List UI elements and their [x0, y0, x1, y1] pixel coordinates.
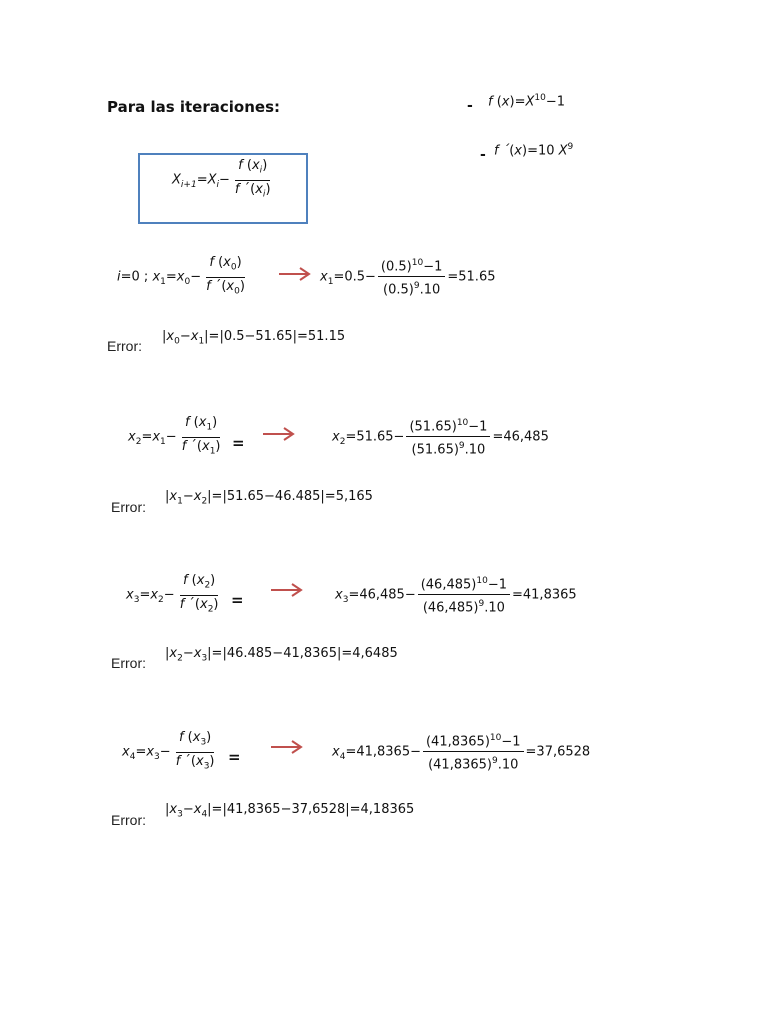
error-label-3: Error: — [111, 655, 146, 671]
iteration-1-formula: i=0 ; $x_1=x_0-$ $\frac{f (x_0)}{f ´(x_0)}$ — [117, 255, 245, 297]
iteration-4-formula: $x_4=x_3-$ $\frac{f (x_3)}{f ´(x_3)}$ — [122, 730, 215, 772]
iteration-2-evaluation: $x_2=51.65-$ $\frac{(51.65)^{10}-1}{(51.65)^9.10}$ =46,485 — [332, 415, 549, 459]
equals-sign-4: = — [228, 748, 241, 766]
error-value-1: 51.15 — [307, 329, 346, 344]
page-heading: Para las iteraciones: — [107, 98, 280, 116]
iteration-3-formula: $x_3=x_2-$ $\frac{f (x_2)}{f ´(x_2)}$ — [126, 573, 219, 615]
error-value-4: 4,18365 — [360, 802, 415, 817]
arrow-right-icon — [278, 267, 312, 281]
iteration-3-result: 41,8365 — [522, 587, 577, 603]
derivative-definition: f ´(x)=10 $X^9$ — [494, 142, 574, 159]
iteration-2-formula: $x_2=x_1-$ $\frac{f (x_1)}{f ´(x_1)}$ — [128, 415, 221, 457]
arrow-right-icon — [270, 583, 304, 597]
iteration-3-evaluation: $x_3=46,485-$ $\frac{(46,485)^{10}-1}{(46,485)^9.10}$ =41,8365 — [335, 573, 577, 617]
error-expression-3: $|x_2-x_3|=|46.485-41,8365|=4,6485$ — [165, 646, 398, 664]
error-label-2: Error: — [111, 499, 146, 515]
definition-bullet-fprime: - — [480, 147, 486, 163]
iteration-4-result: 37,6528 — [536, 744, 591, 760]
error-expression-2: $|x_1-x_2|=|51.65-46.485|=5,165$ — [165, 489, 373, 507]
error-label-4: Error: — [111, 812, 146, 828]
error-expression-4: $|x_3-x_4|=|41,8365-37,6528|=4,18365$ — [165, 802, 415, 820]
iteration-2-result: 46,485 — [503, 429, 549, 445]
error-label-1: Error: — [107, 338, 142, 354]
iteration-4-evaluation: $x_4=41,8365-$ $\frac{(41,8365)^{10}-1}{(41,8365)^9.10}$ =37,6528 — [332, 730, 590, 774]
equals-sign-3: = — [231, 591, 244, 609]
arrow-right-icon — [262, 427, 296, 441]
newton-formula: $X_{i+1}=X_i-$ $\frac{f (x_i)}{f ´(x_i)}$ — [172, 158, 271, 200]
arrow-right-icon — [270, 740, 304, 754]
error-expression-1: $|x_0-x_1|=|0.5-51.65|=51.15$ — [162, 329, 346, 347]
function-definition: f $(x)=X^{10}-1$ — [488, 93, 565, 110]
equals-sign-2: = — [232, 434, 245, 452]
definition-bullet-f: - — [467, 98, 473, 114]
error-value-2: 5,165 — [335, 489, 373, 504]
iteration-1-result: 51.65 — [458, 269, 496, 285]
iteration-1-evaluation: $x_1=0.5-$ $\frac{(0.5)^{10}-1}{(0.5)^9.10}$ =51.65 — [320, 255, 495, 299]
error-value-3: 4,6485 — [352, 646, 398, 661]
